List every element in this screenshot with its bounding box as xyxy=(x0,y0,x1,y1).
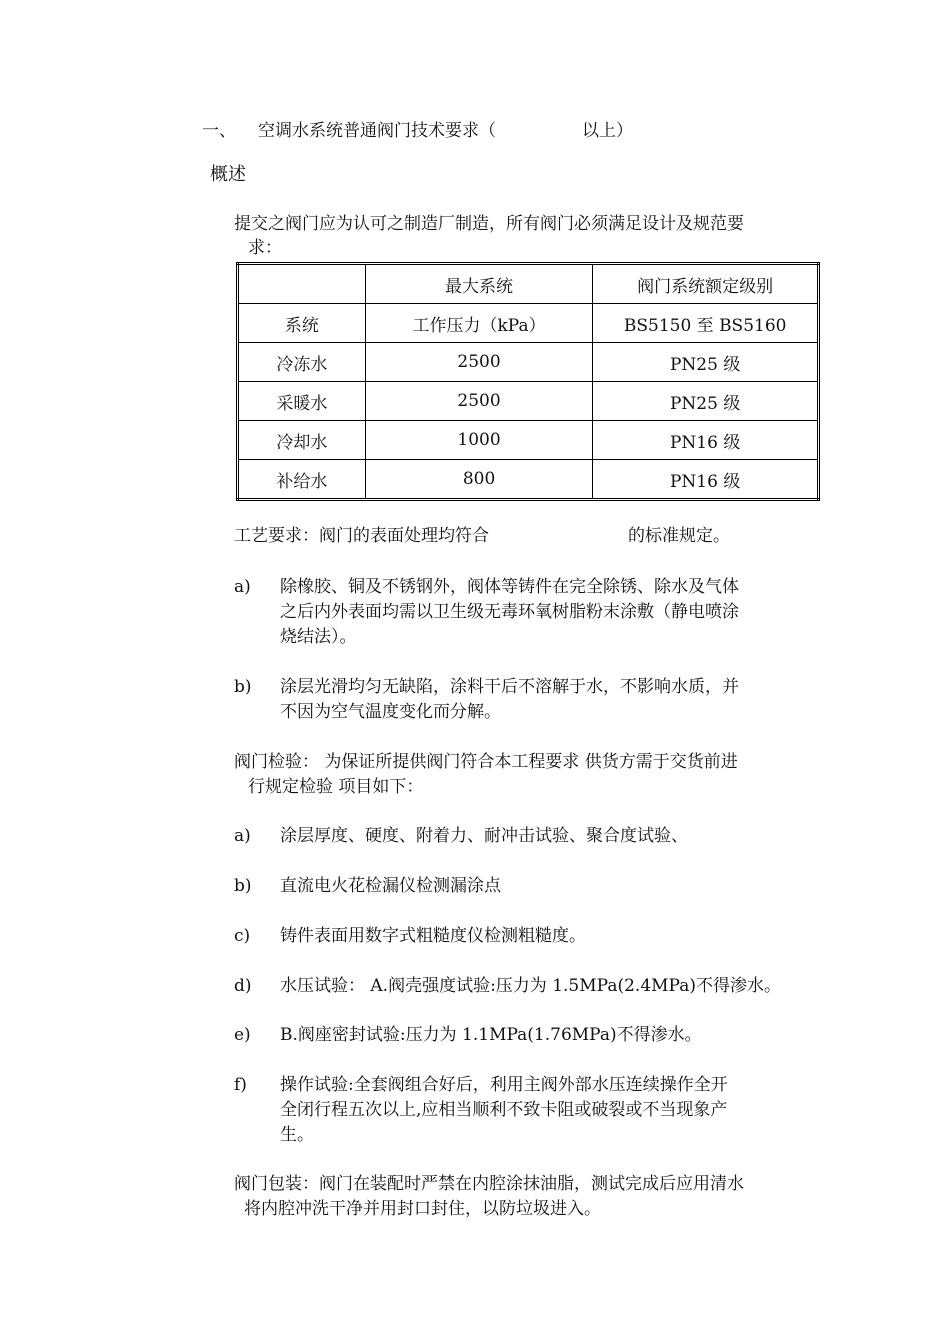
list-item: B.阀座密封试验:压力为 1.1MPa(1.76MPa)不得渗水。 xyxy=(280,1025,702,1045)
table-row xyxy=(238,460,819,500)
intro-line-1: 提交之阀门应为认可之制造厂制造，所有阀门必须满足设计及规范要 xyxy=(234,214,744,234)
table-header-row-2 xyxy=(238,304,819,343)
list-item: 除橡胶、铜及不锈钢外，阀体等铸件在完全除锈、除水及气体 xyxy=(280,577,739,597)
inspection-line-1: 阀门检验： 为保证所提供阀门符合本工程要求 供货方需于交货前进 xyxy=(234,752,738,772)
table-cell: 阀门系统额定级别 xyxy=(593,264,819,304)
table-cell: PN16 级 xyxy=(593,421,819,460)
table-cell: 最大系统 xyxy=(365,264,593,304)
packaging-line-1: 阀门包装：阀门在装配时严禁在内腔涂抹油脂，测试完成后应用清水 xyxy=(234,1174,744,1194)
process-suffix: 的标准规定。 xyxy=(628,526,730,546)
heading-number: 一、 xyxy=(202,121,236,141)
list-item: 直流电火花检漏仪检测漏涂点 xyxy=(280,876,501,896)
inspection-line-2: 行规定检验 项目如下： xyxy=(248,777,424,797)
table-row xyxy=(238,343,819,382)
list-item: 铸件表面用数字式粗糙度仪检测粗糙度。 xyxy=(280,926,586,946)
list-item: 水压试验： A.阀壳强度试验:压力为 1.5MPa(2.4MPa)不得渗水。 xyxy=(280,976,781,996)
table-cell: 补给水 xyxy=(238,460,366,500)
list-label: b) xyxy=(234,677,252,697)
list-item: 操作试验:全套阀组合好后，利用主阀外部水压连续操作全开 xyxy=(280,1075,728,1095)
list-label: a) xyxy=(234,577,251,597)
table-header-row-1 xyxy=(238,264,819,304)
table-cell xyxy=(238,264,366,304)
table-cell: 工作压力（kPa） xyxy=(365,304,593,343)
list-item: 涂层光滑均匀无缺陷，涂料干后不溶解于水，不影响水质，并 xyxy=(280,677,739,697)
table-cell: 1000 xyxy=(365,421,593,460)
list-item: 之后内外表面均需以卫生级无毒环氧树脂粉末涂敷（静电喷涂 xyxy=(280,602,739,622)
intro-line-2: 求： xyxy=(248,238,282,258)
table-cell: 2500 xyxy=(365,343,593,382)
table-cell: BS5150 至 BS5160 xyxy=(593,304,819,343)
section-title: 概述 xyxy=(210,164,246,185)
pressure-rating-table xyxy=(236,262,820,501)
table-cell: 2500 xyxy=(365,382,593,421)
packaging-line-2: 将内腔冲洗干净并用封口封住，以防垃圾进入。 xyxy=(244,1199,601,1219)
list-label: a) xyxy=(234,826,251,846)
list-item: 烧结法）。 xyxy=(280,627,357,647)
list-label: d) xyxy=(234,976,252,996)
list-label: f) xyxy=(234,1075,247,1095)
table-row xyxy=(238,382,819,421)
list-item: 涂层厚度、硬度、附着力、耐冲击试验、聚合度试验、 xyxy=(280,826,688,846)
list-label: c) xyxy=(234,926,251,946)
list-label: b) xyxy=(234,876,252,896)
table-cell: PN25 级 xyxy=(593,382,819,421)
list-item: 生。 xyxy=(280,1125,314,1145)
table-cell: 采暖水 xyxy=(238,382,366,421)
list-label: e) xyxy=(234,1025,251,1045)
table-row xyxy=(238,421,819,460)
list-item: 不因为空气温度变化而分解。 xyxy=(280,702,501,722)
table-cell: 800 xyxy=(365,460,593,500)
table-cell: PN16 级 xyxy=(593,460,819,500)
heading-suffix: 以上） xyxy=(582,121,633,141)
process-prefix: 工艺要求：阀门的表面处理均符合 xyxy=(234,526,489,546)
table-cell: 系统 xyxy=(238,304,366,343)
list-item: 全闭行程五次以上,应相当顺利不致卡阻或破裂或不当现象产 xyxy=(280,1100,728,1120)
table-cell: PN25 级 xyxy=(593,343,819,382)
table-cell: 冷却水 xyxy=(238,421,366,460)
table-cell: 冷冻水 xyxy=(238,343,366,382)
heading-title: 空调水系统普通阀门技术要求（ xyxy=(258,121,496,141)
